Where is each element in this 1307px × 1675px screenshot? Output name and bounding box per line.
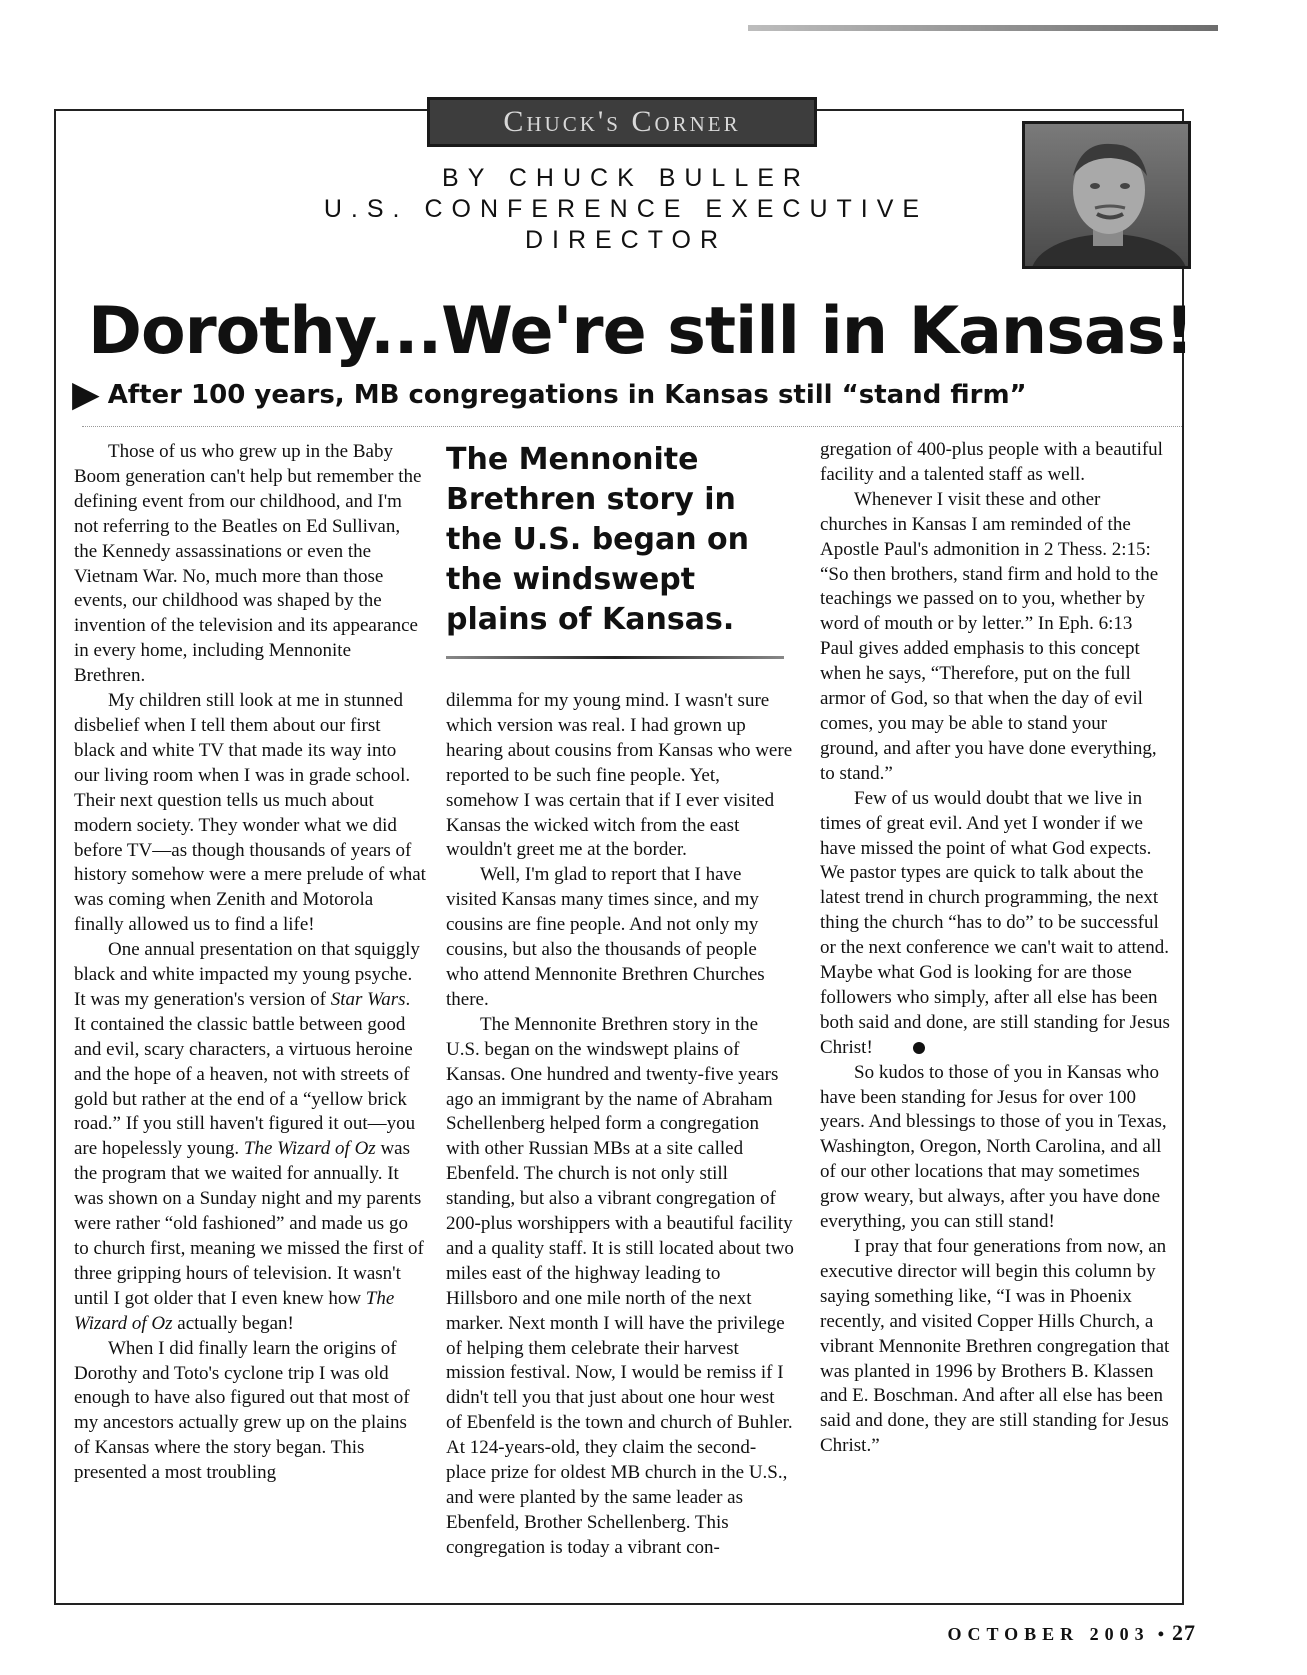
top-decorative-rule — [748, 25, 1218, 31]
paragraph: The Mennonite Brethren story in the U.S. began on the windswept plains of Kansas. One hundred and twenty-five years ago an immigrant by the name of Abraham Schellenberg helped form a congregation with other Russian MBs at a site called Ebenfeld. The church is not only still standing, but also a vibrant congregation of 200-plus worshippers with a beautiful facility and a quality staff. It is still located about two miles east of the highway leading to Hillsboro and one mile north of the next marker. Next month I will have the privilege of helping them celebrate their harvest mission festival. Now, I would be remiss if I didn't tell you that just about one hour west of Ebenfeld is the town and church of Buhler. At 124-years-old, they claim the second-place prize for oldest MB church in the U.S., and were planted by the same leader as Ebenfeld, Brother Schellenberg. This congregation is today a vibrant con- — [446, 1013, 794, 1558]
deck — [72, 374, 1172, 415]
footer-bullet: • — [1157, 1624, 1164, 1644]
pull-quote: The Mennonite Brethren story in the U.S. began on the windswept plains of Kansas. — [446, 442, 750, 637]
column-3 — [820, 438, 1170, 1459]
paragraph: So kudos to those of you in Kansas who have been standing for Jesus for over 100 years. And blessings to those of you in Texas, Washington, Oregon, North Carolina, and all of our other locations that may sometimes grow weary, but always, after you have done everything, you can still stand! — [820, 1061, 1167, 1233]
italic-title: Star Wars — [330, 988, 406, 1010]
paragraph: dilemma for my young mind. I wasn't sure which version was real. I had grown up hearing about cousins from Kansas who were reported to be such fine people. Yet, somehow I was certain that if I ever visited Kansas the wicked witch from the east wouldn't greet me at the border. — [446, 690, 793, 861]
byline-title: U.S. CONFERENCE EXECUTIVE DIRECTOR — [323, 195, 929, 254]
byline — [236, 163, 1016, 256]
column-banner — [427, 97, 817, 147]
column-banner-label: Chuck's Corner — [503, 105, 741, 138]
author-photo — [1022, 121, 1191, 269]
paragraph: Few of us would doubt that we live in times of great evil. And yet I wonder if we have missed the point of what God expects. We pastor types are quick to talk about the latest trend in church programming, the next thing the church “has to do” to be successful or the next conference we can't wait to attend. Maybe what God is looking for are those followers who simply, after all else has been both said and done, are still standing for Jesus Christ! — [820, 787, 1170, 1058]
end-mark-icon — [913, 1042, 925, 1054]
column-1 — [74, 440, 426, 1486]
paragraph: When I did finally learn the origins of Dorothy and Toto's cyclone trip I was old enough to have also figured out that most of my ancestors actually grew up on the plains of Kansas where the story began. This presented a most troubling — [74, 1337, 410, 1484]
italic-title: The Wizard of Oz — [243, 1138, 376, 1160]
paragraph: Whenever I visit these and other churches in Kansas I am reminded of the Apostle Paul's admonition in 2 Thess. 2:15: “So then brothers, stand firm and hold to the teachings we passed on to you, whether by word of mouth or by letter.” In Eph. 6:13 Paul gives added emphasis to this concept when he says, “Therefore, put on the full armor of God, so that when the day of evil comes, you may be able to stand your ground, and after you have done everything, to stand.” — [820, 488, 1159, 784]
paragraph: gregation of 400-plus people with a beautiful facility and a talented staff as well. — [820, 439, 1163, 485]
issue-date: OCTOBER 2003 — [947, 1624, 1150, 1644]
pull-quote-rule — [446, 656, 784, 659]
page-number: 27 — [1172, 1620, 1196, 1645]
author-portrait-icon — [1025, 124, 1188, 266]
paragraph: My children still look at me in stunned disbelief when I tell them about our first black and white TV that made its way into our living room when I was in grade school. Their next question tells us much about modern society. They wonder what we did before TV—as though thousands of years of history somehow were a mere prelude of what was coming when Zenith and Motorola finally allowed us to find a life! — [74, 690, 426, 936]
page-footer — [916, 1620, 1196, 1646]
italic-title: The Wizard of Oz — [74, 1287, 395, 1334]
paragraph: I pray that four generations from now, an executive director will begin this column by saying something like, “I was in Phoenix recently, and visited Copper Hills Church, a vibrant Mennonite Brethren congregation that was planted in 1996 by Brothers B. Klassen and E. Boschman. And after all else has been said and done, they are still standing for Jesus Christ.” — [820, 1236, 1170, 1457]
paragraph: Well, I'm glad to report that I have visited Kansas many times since, and my cousins are fine people. And not only my cousins, but also the thousands of people who attend Mennonite Brethren Churches there. — [446, 864, 765, 1010]
paragraph: Those of us who grew up in the Baby Boom generation can't help but remember the defining event from our childhood, and I'm not referring to the Beatles on Ed Sullivan, the Kennedy assassinations or even the Vietnam War. No, much more than those events, our childhood was shaped by the invention of the television and its appearance in every home, including Mennonite Brethren. — [74, 441, 422, 687]
byline-author: BY CHUCK BULLER — [442, 164, 810, 192]
column-2 — [446, 440, 794, 1561]
triangle-bullet-icon: ▶ — [72, 374, 100, 415]
paragraph: One annual presentation on that squiggly black and white impacted my young psyche. It was my generation's version of Star Wars. It contained the classic battle between good and evil, scary characters, a virtuous heroine and the hope of a heaven, not with streets of gold but rather at the end of a “yellow brick road.” If you still haven't figured it out—you are hopelessly young. The Wizard of Oz was the program that we waited for annually. It was shown on a Sunday night and my parents were rather “old fashioned” and made us go to church first, meaning we missed the first of three gripping hours of television. It wasn't until I got older that I even knew how The Wizard of Oz actually began! — [74, 939, 424, 1334]
headline: Dorothy...We're still in Kansas! — [88, 294, 1194, 369]
deck-rule — [82, 426, 1182, 427]
deck-text: After 100 years, MB congregations in Kansas still “stand firm” — [107, 380, 1027, 410]
